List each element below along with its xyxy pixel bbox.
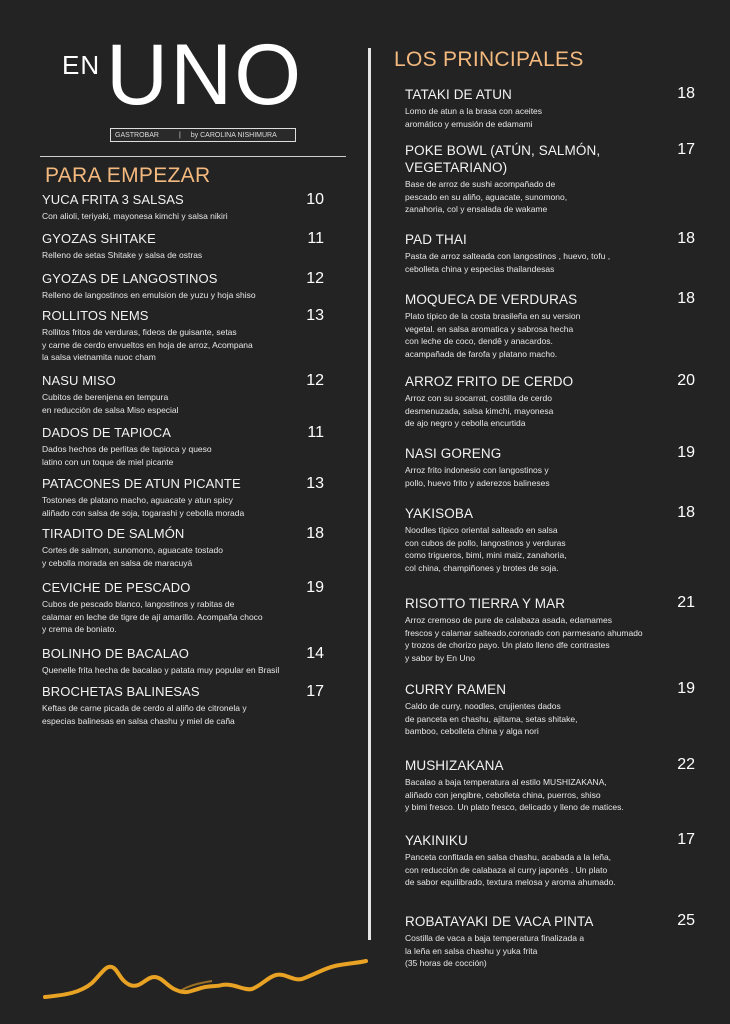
item-name: ARROZ FRITO DE CERDO (405, 374, 574, 389)
item-description: Pasta de arroz salteada con langostinos , huevo, tofu , cebolleta china y especias thailandesas (405, 251, 611, 274)
item-description: Relleno de setas Shitake y salsa de ostras (42, 250, 203, 260)
item-description: Tostones de platano macho, aguacate y atun spicy aliñado con salsa de soja, togarashi y cebolla morada (42, 495, 245, 518)
menu-item (405, 142, 695, 216)
menu-item (405, 86, 695, 130)
column-divider (368, 48, 371, 940)
item-price: 17 (677, 831, 695, 848)
item-name: YAKINIKU (405, 833, 468, 848)
item-name: CURRY RAMEN (405, 682, 507, 697)
brand-subtitle-right: by CAROLINA NISHIMURA (190, 131, 277, 139)
item-name: GYOZAS DE LANGOSTINOS (42, 271, 218, 286)
item-description: Bacalao a baja temperatura al estilo MUSHIZAKANA, aliñado con jengibre, cebolleta china, puerros, shiso y bimi fresco. Un plato fresco, delicado y lleno de matices. (405, 777, 624, 812)
menu-item (42, 192, 332, 223)
menu-item (405, 291, 695, 360)
item-name: POKE BOWL (ATÚN, SALMÓN, VEGETARIANO) (405, 143, 601, 175)
brush-stroke-decoration (40, 955, 370, 1015)
item-description: Quenelle frita hecha de bacalao y patata muy popular en Brasil (42, 665, 280, 675)
item-name: GYOZAS SHITAKE (42, 231, 156, 246)
item-price: 12 (306, 372, 324, 389)
item-description: Arroz frito indonesio con langostinos y pollo, huevo frito y aderezos balineses (405, 465, 550, 488)
menu-item (405, 445, 695, 489)
brand-logo (60, 27, 305, 150)
item-description: Caldo de curry, noodles, crujientes dados de panceta en chashu, ajitama, setas shitake, bamboo, cebolleta china y alga nori (405, 701, 578, 736)
item-description: Panceta confitada en salsa chashu, acabada a la leña, con reducción de calabaza al curry japonés . Un plato de sabor equilibrado, textura melosa y aroma ahumado. (405, 852, 616, 887)
menu-item (42, 684, 332, 727)
item-price: 19 (677, 680, 695, 697)
item-price: 17 (677, 141, 695, 158)
item-name: DADOS DE TAPIOCA (42, 425, 171, 440)
menu-item (42, 231, 332, 262)
item-description: Lomo de atun a la brasa con aceites aromático y emusión de edamami (405, 106, 543, 129)
item-description: Cubitos de berenjena en tempura en reducción de salsa Miso especial (42, 392, 179, 415)
item-name: MUSHIZAKANA (405, 758, 504, 773)
item-price: 18 (677, 85, 695, 102)
item-name: BOLINHO DE BACALAO (42, 646, 190, 661)
menu-item (42, 646, 332, 677)
item-price: 17 (306, 683, 324, 700)
item-price: 19 (306, 579, 324, 596)
item-price: 13 (306, 307, 324, 324)
menu-item (405, 231, 695, 275)
menu-item (405, 373, 695, 430)
item-name: BROCHETAS BALINESAS (42, 684, 200, 699)
brand-subtitle-left: GASTROBAR (115, 131, 159, 139)
item-price: 20 (677, 372, 695, 389)
item-description: Costilla de vaca a baja temperatura finalizada a la leña en salsa chashu y yuka frita (35 horas de cocción) (405, 933, 585, 968)
item-description: Rollitos fritos de verduras, fideos de guisante, setas y carne de cerdo envueltos en hoja de arroz, Acompana la salsa vietnamita nuoc cham (42, 327, 253, 362)
item-price: 21 (677, 594, 695, 611)
menu-item (42, 580, 332, 636)
item-name: TIRADITO DE SALMÓN (42, 526, 185, 541)
item-name: RISOTTO TIERRA Y MAR (405, 596, 566, 611)
item-price: 18 (677, 230, 695, 247)
item-name: YUCA FRITA 3 SALSAS (42, 192, 184, 207)
brand-tagline (110, 128, 296, 142)
section-heading-starters: PARA EMPEZAR (45, 164, 211, 187)
menu-item (405, 832, 695, 889)
item-name: CEVICHE DE PESCADO (42, 580, 191, 595)
item-description: Arroz cremoso de pure de calabaza asada, edamames frescos y calamar salteado,coronado con parmesano ahumado y trozos de chorizo payo. Un plato lleno dfe contrastes y sabor by En Uno (405, 615, 643, 663)
item-description: Relleno de langostinos en emulsion de yuzu y hoja shiso (42, 290, 256, 300)
item-price: 10 (306, 191, 324, 208)
item-name: YAKISOBA (405, 506, 474, 521)
item-price: 11 (307, 424, 324, 441)
item-name: PAD THAI (405, 232, 467, 247)
item-description: Cubos de pescado blanco, langostinos y rabitas de calamar en leche de tigre de ají amarillo. Acompaña choco y crema de boniato. (42, 599, 263, 634)
header-divider (40, 156, 346, 157)
item-price: 12 (306, 270, 324, 287)
menu-item (405, 681, 695, 738)
menu-item (42, 425, 332, 468)
menu-item (42, 476, 332, 519)
item-name: PATACONES DE ATUN PICANTE (42, 476, 241, 491)
item-price: 18 (677, 290, 695, 307)
menu-item (42, 308, 332, 364)
menu-item (42, 526, 332, 569)
item-description: Con alioli, teriyaki, mayonesa kimchi y salsa nikiri (42, 211, 228, 221)
item-name: TATAKI DE ATUN (405, 87, 512, 102)
item-price: 11 (307, 230, 324, 247)
item-price: 18 (306, 525, 324, 542)
menu-item (405, 913, 695, 970)
item-name: ROBATAYAKI DE VACA PINTA (405, 914, 594, 929)
item-name: NASU MISO (42, 373, 116, 388)
item-price: 19 (677, 444, 695, 461)
item-price: 25 (677, 912, 695, 929)
item-price: 13 (306, 475, 324, 492)
item-description: Cortes de salmon, sunomono, aguacate tostado y cebolla morada en salsa de maracuyá (42, 545, 223, 568)
item-description: Arroz con su socarrat, costilla de cerdo desmenuzada, salsa kimchi, mayonesa de ajo negro y cebolla encurtida (405, 393, 554, 428)
item-price: 22 (677, 756, 695, 773)
item-name: ROLLITOS NEMS (42, 308, 149, 323)
brand-prefix: EN (62, 50, 101, 80)
item-price: 18 (677, 504, 695, 521)
menu-item (405, 505, 695, 574)
menu-item (42, 271, 332, 302)
item-description: Base de arroz de sushi acompañado de pescado en su aliño, aguacate, sunomono, zanahoria, col y ensalada de wakame (405, 179, 568, 214)
menu-item (405, 757, 695, 814)
item-description: Noodles típico oriental salteado en salsa con cubos de pollo, langostinos y verduras como trigueros, bimi, mini maiz, zanahoria, col china, champiñones y brotes de soja. (405, 525, 567, 573)
section-heading-mains: LOS PRINCIPALES (394, 48, 584, 71)
menu-item (42, 373, 332, 416)
menu-item (405, 595, 695, 664)
brand-name: UNO (106, 27, 304, 123)
item-name: NASI GORENG (405, 446, 502, 461)
item-description: Keftas de carne picada de cerdo al aliño de citronela y especias balinesas en salsa chashu y miel de caña (42, 703, 247, 726)
item-description: Dados hechos de perlitas de tapioca y queso latino con un toque de miel picante (42, 444, 212, 467)
brand-separator: | (178, 131, 181, 139)
item-price: 14 (306, 645, 324, 662)
item-name: MOQUECA DE VERDURAS (405, 292, 578, 307)
item-description: Plato típico de la costa brasileña en su version vegetal. en salsa aromatica y sabrosa hecha con leche de coco, dendê y anacardos. acampañada de farofa y platano macho. (405, 311, 581, 359)
